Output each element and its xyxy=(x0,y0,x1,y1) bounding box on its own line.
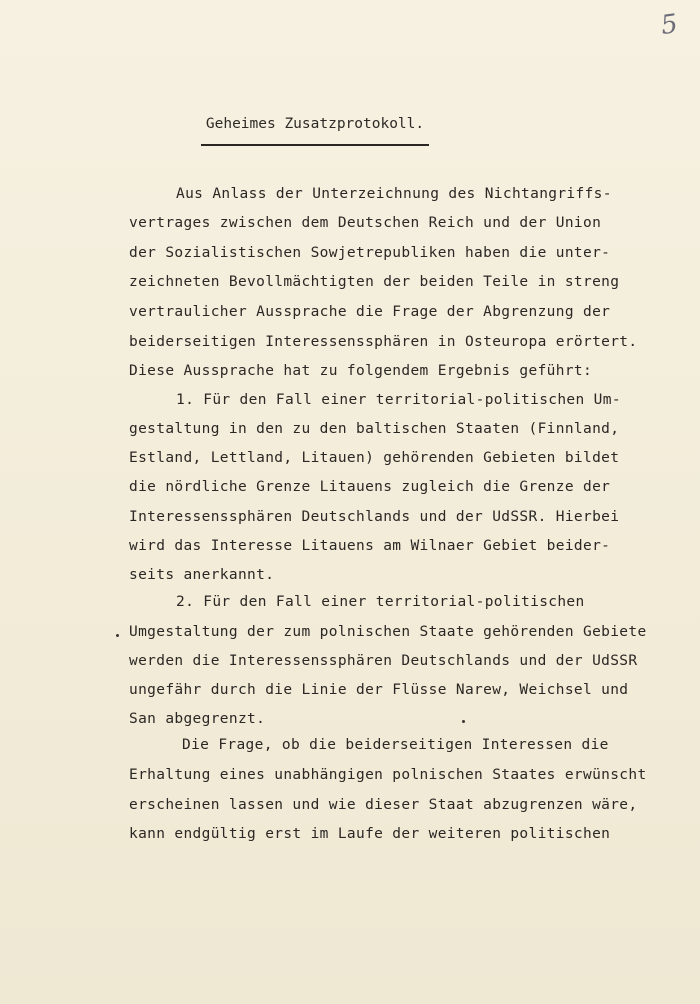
title-underline xyxy=(201,144,429,146)
page-number: 5 xyxy=(659,8,681,42)
stray-ink-mark xyxy=(462,720,465,723)
text-line: erscheinen lassen und wie dieser Staat abzugrenzen wäre, xyxy=(129,797,638,813)
text-line: seits anerkannt. xyxy=(129,567,275,583)
text-line: Estland, Lettland, Litauen) gehörenden Gebieten bildet xyxy=(129,450,620,466)
text-line: vertraulicher Aussprache die Frage der Abgrenzung der xyxy=(129,304,611,320)
stray-ink-mark xyxy=(116,634,119,637)
text-line: Aus Anlass der Unterzeichnung des Nichtangriffs- xyxy=(176,186,612,202)
text-line: Erhaltung eines unabhängigen polnischen Staates erwünscht xyxy=(129,767,647,783)
text-line: vertrages zwischen dem Deutschen Reich und der Union xyxy=(129,215,602,231)
text-line: kann endgültig erst im Laufe der weiteren politischen xyxy=(129,826,611,842)
text-line: 1. Für den Fall einer territorial-politischen Um- xyxy=(176,392,621,408)
text-line: zeichneten Bevollmächtigten der beiden Teile in streng xyxy=(129,274,620,290)
text-line: 2. Für den Fall einer territorial-politischen xyxy=(176,594,585,610)
text-line: wird das Interesse Litauens am Wilnaer Gebiet beider- xyxy=(129,538,611,554)
text-line: ungefähr durch die Linie der Flüsse Narew, Weichsel und xyxy=(129,682,629,698)
text-line: der Sozialistischen Sowjetrepubliken haben die unter- xyxy=(129,245,611,261)
document-title: Geheimes Zusatzprotokoll. xyxy=(205,116,425,132)
text-line: Die Frage, ob die beiderseitigen Interessen die xyxy=(182,737,609,753)
text-line: die nördliche Grenze Litauens zugleich die Grenze der xyxy=(129,479,611,495)
text-line: Umgestaltung der zum polnischen Staate gehörenden Gebiete xyxy=(129,624,647,640)
text-line: gestaltung in den zu den baltischen Staaten (Finnland, xyxy=(129,421,620,437)
text-line: beiderseitigen Interessenssphären in Osteuropa erörtert. xyxy=(129,334,638,350)
text-line: San abgegrenzt. xyxy=(129,711,266,727)
text-line: werden die Interessenssphären Deutschlands und der UdSSR xyxy=(129,653,638,669)
text-line: Interessenssphären Deutschlands und der UdSSR. Hierbei xyxy=(129,509,620,525)
text-line: Diese Aussprache hat zu folgendem Ergebnis geführt: xyxy=(129,363,593,379)
